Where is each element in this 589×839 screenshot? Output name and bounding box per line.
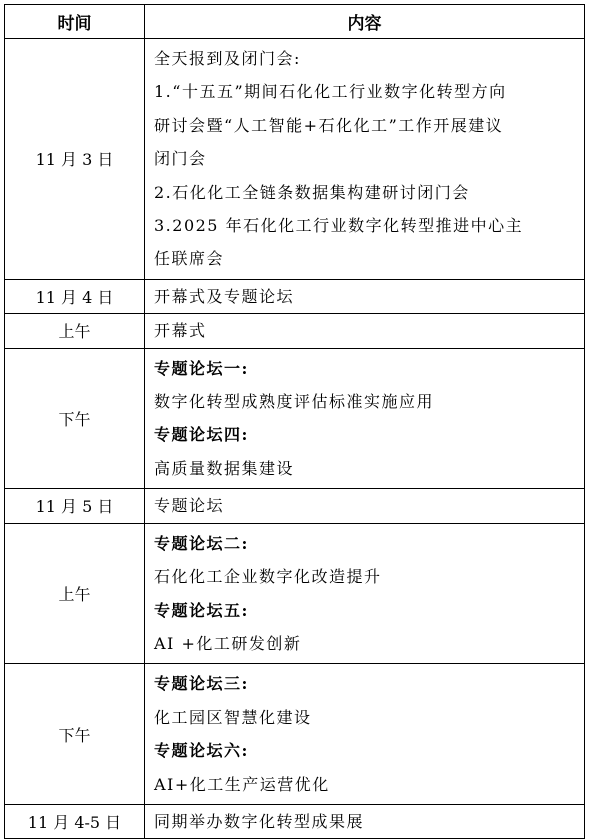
forum-heading: 专题论坛二: — [154, 533, 249, 553]
schedule-body — [5, 39, 585, 839]
content-line: AI +化工研发创新 — [154, 633, 302, 653]
forum-heading: 专题论坛一: — [154, 358, 249, 378]
header-content: 内容 — [145, 5, 585, 39]
content-line: 开幕式及专题论坛 — [154, 286, 295, 306]
content-line: 石化化工企业数字化改造提升 — [154, 567, 382, 587]
time-cell: 11 月 4-5 日 — [5, 804, 145, 838]
table-row — [5, 314, 585, 348]
content-line: 2.石化化工全链条数据集构建研讨闭门会 — [154, 182, 470, 202]
content-line: 3.2025 年石化化工行业数字化转型推进中心主 — [154, 216, 524, 236]
content-line: 开幕式 — [154, 321, 207, 341]
content-line: AI+化工生产运营优化 — [154, 774, 330, 794]
content-line: 数字化转型成熟度评估标准实施应用 — [154, 392, 435, 412]
table-row — [5, 489, 585, 523]
table-row — [5, 523, 585, 664]
content-cell — [145, 664, 585, 805]
time-cell: 上午 — [5, 523, 145, 664]
table-row — [5, 804, 585, 838]
table-row — [5, 39, 585, 280]
schedule-table — [4, 4, 585, 839]
content-cell — [145, 804, 585, 838]
content-line: 全天报到及闭门会: — [154, 49, 301, 68]
time-cell: 下午 — [5, 348, 145, 489]
content-line: 研讨会暨“人工智能+石化化工”工作开展建议 — [154, 115, 504, 135]
table-row — [5, 664, 585, 805]
content-line: 化工园区智慧化建设 — [154, 707, 312, 727]
content-line: 任联席会 — [154, 249, 225, 269]
time-cell: 11 月 3 日 — [5, 39, 145, 280]
content-cell — [145, 279, 585, 313]
forum-heading: 专题论坛四: — [154, 425, 249, 445]
forum-heading: 专题论坛三: — [154, 674, 249, 694]
content-line: 闭门会 — [154, 149, 207, 169]
content-line: 1.“十五五”期间石化化工行业数字化转型方向 — [154, 82, 507, 102]
forum-heading: 专题论坛六: — [154, 741, 249, 761]
table-row — [5, 279, 585, 313]
content-cell — [145, 39, 585, 280]
content-cell — [145, 489, 585, 523]
content-line: 同期举办数字化转型成果展 — [154, 811, 365, 831]
time-cell: 11 月 5 日 — [5, 489, 145, 523]
table-row — [5, 348, 585, 489]
content-line: 高质量数据集建设 — [154, 458, 295, 478]
content-cell — [145, 314, 585, 348]
content-line: 专题论坛 — [154, 496, 225, 516]
content-cell — [145, 348, 585, 489]
time-cell: 上午 — [5, 314, 145, 348]
time-cell: 11 月 4 日 — [5, 279, 145, 313]
content-cell — [145, 523, 585, 664]
header-row — [5, 5, 585, 39]
time-cell: 下午 — [5, 664, 145, 805]
forum-heading: 专题论坛五: — [154, 600, 249, 620]
header-time: 时间 — [5, 5, 145, 39]
